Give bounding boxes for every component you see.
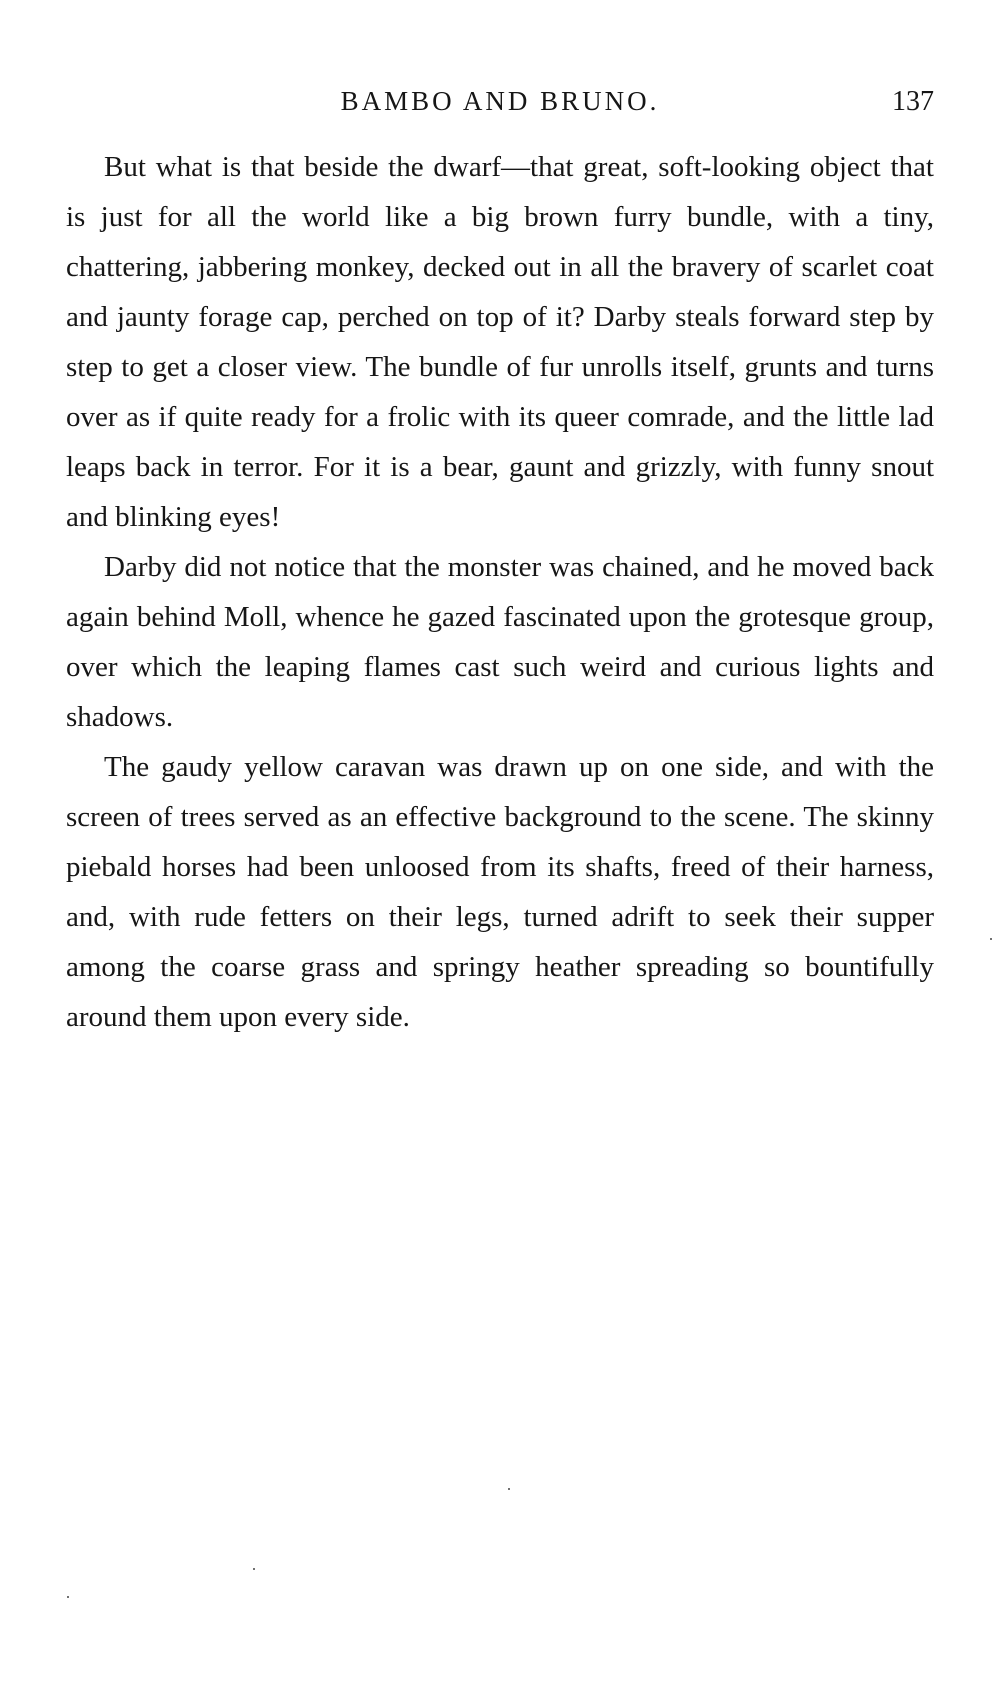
scan-speck: [990, 938, 992, 940]
body-text: [66, 142, 934, 1042]
paragraph-2: Darby did not notice that the monster was chained, and he moved back again behind Moll, whence he gazed fascinated upon the grotesque group, over which the leaping flames cast such weird and curious lights and shadows.: [66, 551, 934, 733]
running-head: [66, 86, 934, 126]
paragraph-1: But what is that beside the dwarf—that great, soft-looking object that is just for all the world like a big brown furry bundle, with a tiny, chattering, jabbering monkey, decked out in all the bravery of scarlet coat and jaunty forage cap, perched on top of it? Darby steals forward step by step to get a closer view. The bundle of fur unrolls itself, grunts and turns over as if quite ready for a frolic with its queer comrade, and the little lad leaps back in terror. For it is a bear, gaunt and grizzly, with funny snout and blinking eyes!: [66, 151, 934, 533]
scan-speck: [67, 1596, 69, 1598]
scan-speck: [508, 1488, 510, 1490]
running-title: BAMBO AND BRUNO.: [340, 86, 660, 116]
paragraph-3: The gaudy yellow caravan was drawn up on one side, and with the screen of trees served as an effective background to the scene. The skinny piebald horses had been unloosed from its shafts, freed of their harness, and, with rude fetters on their legs, turned adrift to seek their supper among the coarse grass and springy heather spreading so bountifully around them upon every side.: [66, 751, 934, 1033]
page-number: 137: [892, 86, 934, 117]
scan-speck: [253, 1568, 255, 1570]
